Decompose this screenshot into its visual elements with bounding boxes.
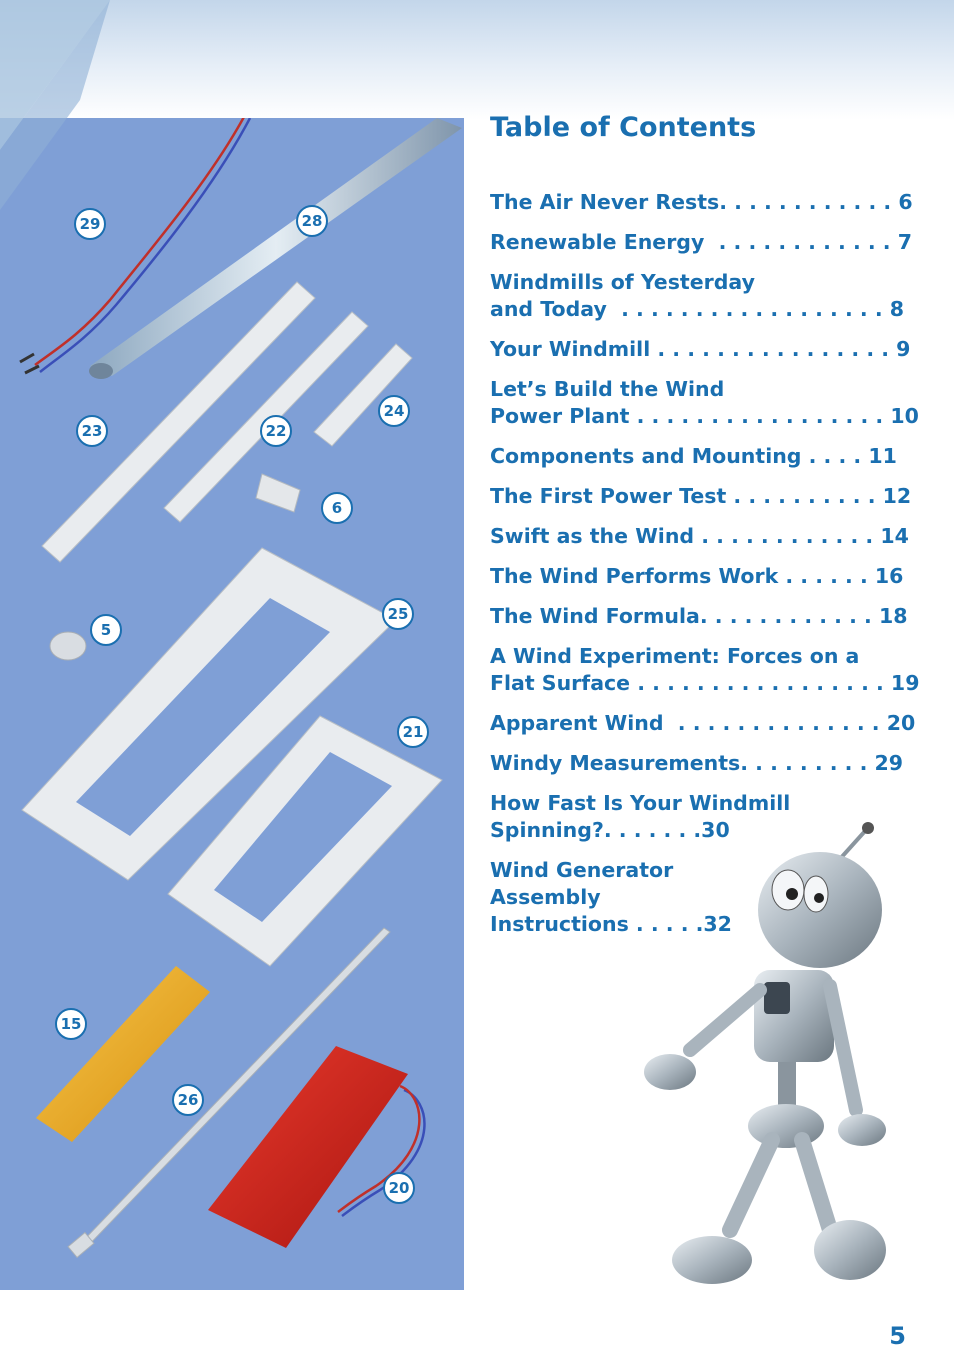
toc-entry-line: Swift as the Wind . . . . . . . . . . . . 14 (490, 524, 909, 548)
toc-title: Table of Contents (490, 112, 757, 143)
part-number-badge: 21 (397, 716, 429, 748)
toc-entry (490, 563, 902, 590)
part-number-badge: 6 (321, 492, 353, 524)
toc-entry-line: Instructions . . . . .32 (490, 912, 732, 936)
page-number: 5 (889, 1322, 906, 1350)
toc-entry-line: Apparent Wind . . . . . . . . . . . . . . 20 (490, 711, 916, 735)
toc-entry-line: Power Plant . . . . . . . . . . . . . . . . . 10 (490, 404, 919, 428)
toc-entry-line: Your Windmill . . . . . . . . . . . . . . . . 9 (490, 337, 911, 361)
parts-illustration (0, 118, 464, 1290)
toc-entry-line: The Air Never Rests. . . . . . . . . . . . 6 (490, 190, 913, 214)
toc-entry (490, 603, 908, 630)
toc-entry-line: and Today . . . . . . . . . . . . . . . . . . 8 (490, 297, 905, 321)
toc-entry-line: Renewable Energy . . . . . . . . . . . . 7 (490, 230, 912, 254)
part-number-badge: 24 (378, 395, 410, 427)
toc-entry (490, 523, 909, 550)
battery-holder-part-20 (208, 1046, 424, 1248)
toc-entry (490, 269, 905, 323)
decorative-arrow-shape (0, 0, 130, 260)
toc-entry (490, 376, 919, 430)
part-number-badge: 15 (55, 1008, 87, 1040)
part-number-badge: 25 (382, 598, 414, 630)
toc-entry (490, 189, 913, 216)
knob-part-5 (50, 632, 86, 660)
toc-entry-line: Let’s Build the Wind (490, 377, 725, 401)
metal-rod-part-28 (89, 118, 462, 379)
toc-entry (490, 750, 902, 777)
toc-entry (490, 229, 912, 256)
toc-entry (490, 710, 916, 737)
toc-entry-line: The Wind Formula. . . . . . . . . . . . 18 (490, 604, 908, 628)
robot-mascot (630, 810, 930, 1310)
toc-entry (490, 483, 912, 510)
toc-entry-line: Wind Generator (490, 858, 674, 882)
part-number-badge: 5 (90, 614, 122, 646)
toc-entry-line: A Wind Experiment: Forces on a (490, 644, 860, 668)
toc-entry-line: Spinning?. . . . . . .30 (490, 818, 730, 842)
part-number-badge: 28 (296, 205, 328, 237)
toc-entry (490, 643, 920, 697)
part-number-badge: 20 (383, 1172, 415, 1204)
toc-entry-line: Flat Surface . . . . . . . . . . . . . . . . . 19 (490, 671, 920, 695)
toc-entry-line: The Wind Performs Work . . . . . . 16 (490, 564, 904, 588)
toc-entry-line: How Fast Is Your Windmill (490, 791, 791, 815)
toc-entry-line: Assembly (490, 885, 601, 909)
part-number-badge: 23 (76, 415, 108, 447)
toc-entry-line: The First Power Test . . . . . . . . . . 12 (490, 484, 912, 508)
part-number-badge: 26 (172, 1084, 204, 1116)
top-gradient-band (0, 0, 954, 120)
toc-entry-line: Windmills of Yesterday (490, 270, 755, 294)
toc-entry-line: Components and Mounting . . . . 11 (490, 444, 897, 468)
toc-entry (490, 336, 911, 363)
connector-part-6 (256, 474, 300, 512)
parts-panel (0, 118, 464, 1290)
part-number-badge: 22 (260, 415, 292, 447)
part-number-badge: 29 (74, 208, 106, 240)
toc-entry (490, 443, 902, 470)
toc-entry-line: Windy Measurements. . . . . . . . . 29 (490, 751, 904, 775)
